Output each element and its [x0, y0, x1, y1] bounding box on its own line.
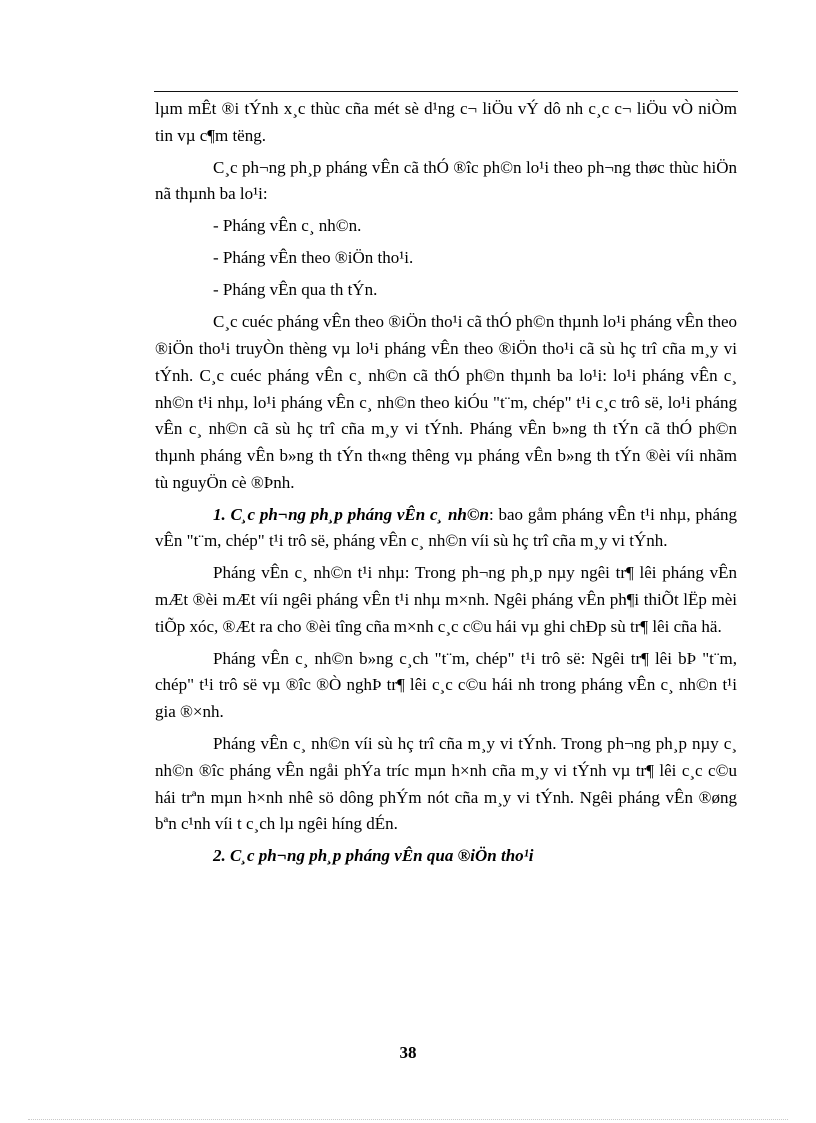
- header-rule: [154, 91, 738, 92]
- list-item-mail: - Pháng vÊn qua th tÝn.: [213, 280, 378, 300]
- list-item-phone: - Pháng vÊn theo ®iÖn tho¹i.: [213, 248, 414, 268]
- heading-personal: 1. C¸c ph¬ng ph¸p pháng vÊn c¸ nh©n: [213, 504, 490, 524]
- body-text: [155, 96, 737, 875]
- section-personal: [155, 502, 737, 555]
- paragraph-types: C¸c cuéc pháng vÊn theo ®iÖn tho¹i cã thÓ ph©n thµnh lo¹i pháng vÊn theo ®iÖn tho¹i truyÒn thèng vµ lo¹i pháng vÊn theo ®iÖn tho¹i cã sù hç trî cña m¸y vi tÝnh. C¸c cuéc pháng vÊn c¸ nh©n cã thÓ ph©n thµnh ba lo¹i: lo¹i pháng vÊn c¸ nh©n t¹i nhµ, lo¹i pháng vÊn c¸ nh©n theo kiÓu "t¨m, chép" t¹i c¸c trô së, lo¹i pháng vÊn c¸ nh©n cã sù hç trî cña m¸y vi tÝnh. Pháng vÊn b»ng th tÝn cã thÓ ph©n thµnh pháng vÊn b»ng th tÝn th«ng thêng vµ pháng vÊn b»ng th tÝn ®èi víi nhãm tù nguyÖn cè ®Þnh.: [155, 312, 737, 492]
- page-number: 38: [399, 1043, 417, 1062]
- bottom-dotted-rule: [28, 1119, 788, 1120]
- heading-phone: 2. C¸c ph¬ng ph¸p pháng vÊn qua ®iÖn tho¹i: [213, 846, 534, 866]
- heading-personal-text: : bao gåm pháng vÊn t¹i nhµ, pháng vÊn "t¨m, chép" t¹i trô së, pháng vÊn c¸ nh©n víi sù hç trî cña m¸y vi tÝnh.: [155, 504, 737, 551]
- list-item-personal: - Pháng vÊn c¸ nh©n.: [213, 216, 362, 236]
- paragraph-home: Pháng vÊn c¸ nh©n t¹i nhµ: Trong ph¬ng ph¸p nµy ngêi tr¶ lêi pháng vÊn mÆt ®èi mÆt víi ngêi pháng vÊn t¹i nhµ m×nh. Ngêi pháng vÊn ph¶i thiÕt lËp mèi tiÕp xóc, ®Æt ra cho ®èi tîng cña m×nh c¸c c©u hái vµ ghi chÐp sù tr¶ lêi cña hä.: [155, 563, 737, 636]
- paragraph-computer: Pháng vÊn c¸ nh©n víi sù hç trî cña m¸y vi tÝnh. Trong ph¬ng ph¸p nµy c¸ nh©n ®îc pháng vÊn ngåi phÝa tríc mµn h×nh cña m¸y vi tÝnh vµ tr¶ lêi c¸c c©u hái trªn mµn h×nh nhê sö dông phÝm nót cña m¸y vi tÝnh. Ngêi pháng vÊn ®øng bªn c¹nh víi t c¸ch lµ ngêi híng dÉn.: [155, 734, 737, 834]
- paragraph-office: Pháng vÊn c¸ nh©n b»ng c¸ch "t¨m, chép" t¹i trô së: Ngêi tr¶ lêi bÞ "t¨m, chép" t¹i trô së vµ ®îc ®Ò nghÞ tr¶ lêi c¸c c©u hái nh trong pháng vÊn c¸ nh©n t¹i gia ®×nh.: [155, 648, 737, 722]
- paragraph-continuation: lµm mÊt ®i tÝnh x¸c thùc cña mét sè d¹ng c¬ liÖu vÝ dô nh c¸c c¬ liÖu vÒ niÒm tin vµ c¶m tëng.: [155, 99, 737, 145]
- paragraph-methods-intro: C¸c ph¬ng ph¸p pháng vÊn cã thÓ ®îc ph©n lo¹i theo ph¬ng thøc thùc hiÖn nã thµnh ba lo¹i:: [155, 157, 737, 204]
